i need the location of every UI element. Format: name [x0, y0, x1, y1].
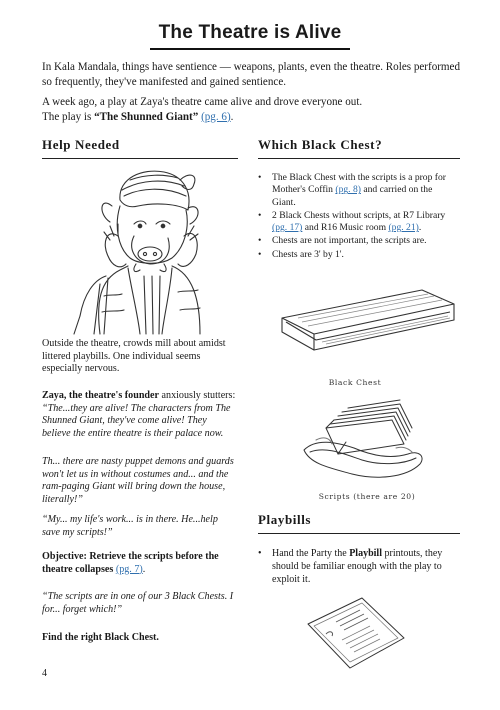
- help-needed-heading: Help Needed: [42, 137, 120, 152]
- play-page-link[interactable]: (pg. 6): [201, 110, 231, 123]
- black-chest-rule: [258, 158, 460, 159]
- outside-paragraph: [42, 338, 237, 376]
- chest-bullet-list: [258, 172, 458, 262]
- objective-end: .: [142, 563, 146, 575]
- objective-page-link[interactable]: (pg. 7): [115, 563, 143, 575]
- boar-actor-illustration: [60, 166, 230, 334]
- page-title: The Theatre is Alive: [158, 22, 342, 43]
- chest-bullet-4: • Chests are 3' by 1'.: [258, 249, 458, 261]
- intro-suffix: .: [230, 110, 234, 123]
- playbills-bullet: • Hand the Party the Playbill printouts, they should be familiar enough with the play to exploit it.: [258, 548, 458, 586]
- chest-bullet-1: • The Black Chest with the scripts is a prop for Mother's Coffin (pg. 8) and carried on the Giant.: [258, 172, 458, 209]
- zaya-block: [42, 390, 237, 441]
- playbill-illustration: [300, 594, 410, 674]
- zaya-quote-1: “The...they are alive! The characters from The Shunned Giant, they've come alive! They believe the entire theatre is their palace now.: [42, 402, 231, 440]
- library-page-link[interactable]: (pg. 17): [272, 222, 303, 234]
- black-chest-caption: Black Chest: [328, 378, 382, 387]
- page-number: 4: [42, 668, 47, 679]
- zaya-verb: anxiously stutters:: [159, 390, 236, 401]
- playbill-keyword: Playbill: [349, 548, 382, 559]
- intro-line: A week ago, a play at Zaya's theatre came alive and drove everyone out.: [42, 96, 363, 108]
- objective-text: Objective: Retrieve the scripts before the theatre collapses: [42, 551, 219, 575]
- help-needed-rule: [42, 158, 238, 159]
- intro-paragraph-2: [42, 95, 462, 124]
- intro-paragraph-1: In Kala Mandala, things have sentience — weapons, plants, even the theatre. Roles performed so frequently, they've manifested and gained sentience.: [42, 61, 461, 88]
- playbills-rule: [258, 533, 460, 534]
- zaya-quote-3: “My... my life's work... is in there. He...help save my scripts!”: [42, 514, 218, 538]
- intro: [42, 60, 462, 130]
- zaya-quote-2: Th... there are nasty puppet demons and guards won't let us in without costumes and... and the ram-paging Giant will bring down the house, literally!”: [42, 456, 234, 506]
- objective: [42, 551, 237, 576]
- outside-text: Outside the theatre, crowds mill about amidst littered playbills. One individual seems especially nervous.: [42, 338, 226, 375]
- chest-bullet-2: • 2 Black Chests without scripts, at R7 Library (pg. 17) and R16 Music room (pg. 21).: [258, 210, 458, 235]
- title-underline: [150, 48, 350, 50]
- playbills-heading: Playbills: [258, 512, 312, 527]
- intro-prefix: The play is: [42, 110, 95, 123]
- black-chest-heading: Which Black Chest?: [258, 137, 383, 152]
- black-chest-illustration: [272, 282, 462, 362]
- zaya-label: Zaya, the theatre's founder: [42, 390, 160, 401]
- find-chest-instruction: Find the right Black Chest.: [42, 632, 159, 643]
- playbills-text: [258, 548, 458, 586]
- play-title: “The Shunned Giant”: [94, 110, 199, 123]
- scripts-illustration: [296, 398, 436, 482]
- scripts-caption: Scripts (there are 20): [318, 492, 416, 501]
- music-room-page-link[interactable]: (pg. 21): [388, 222, 419, 234]
- zaya-quote-4: “The scripts are in one of our 3 Black Chests. I for... forget which!”: [42, 591, 234, 615]
- chest-bullet-3: • Chests are not important, the scripts are.: [258, 235, 458, 247]
- coffin-page-link[interactable]: (pg. 8): [335, 184, 361, 196]
